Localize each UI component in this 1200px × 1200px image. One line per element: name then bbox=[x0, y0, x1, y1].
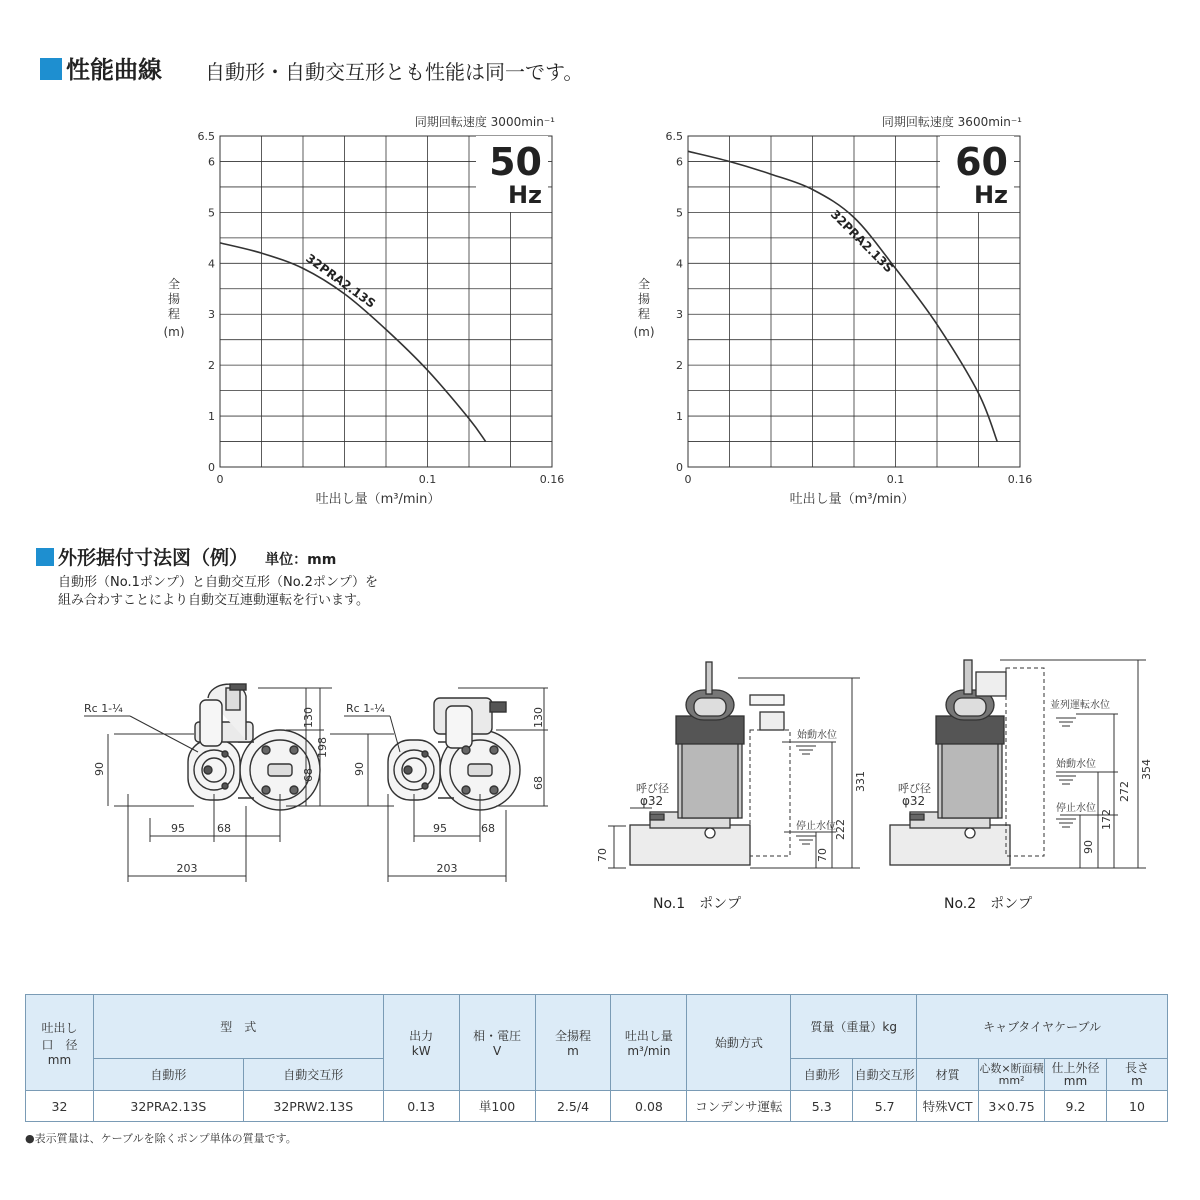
y-tick-label: 4 bbox=[676, 257, 683, 271]
cell-flow: 0.08 bbox=[611, 1091, 687, 1122]
cell-length: 10 bbox=[1106, 1091, 1167, 1122]
header-material: 材質 bbox=[917, 1059, 979, 1091]
dim-130: 130 bbox=[532, 707, 545, 728]
performance-chart-50hz bbox=[150, 105, 590, 510]
header-total-head: 全揚程 m bbox=[535, 995, 611, 1091]
header-mass-auto: 自動形 bbox=[791, 1059, 853, 1091]
stop-level-label: 停止水位 bbox=[796, 821, 836, 832]
ylabel-c3: 程 bbox=[167, 307, 181, 321]
side-view-no2 bbox=[880, 650, 1180, 920]
unit-label: 単位：mm bbox=[265, 552, 337, 568]
ylabel-c4: (m) bbox=[163, 325, 185, 339]
dim-203: 203 bbox=[436, 862, 458, 875]
y-tick-label: 6.5 bbox=[665, 130, 683, 143]
y-tick-label: 5 bbox=[676, 206, 683, 220]
y-tick-label: 1 bbox=[676, 410, 683, 424]
spec-table bbox=[25, 994, 1168, 1122]
dim-70b: 70 bbox=[816, 848, 829, 862]
dim-331: 331 bbox=[854, 771, 867, 792]
description-line-1: 自動形（No.1ポンプ）と自動交互形（No.2ポンプ）を bbox=[58, 575, 378, 590]
dim-172: 172 bbox=[1100, 809, 1113, 830]
y-tick-label: 3 bbox=[676, 308, 683, 322]
dim-68b: 68 bbox=[217, 822, 231, 835]
stop-level-label: 停止水位 bbox=[1056, 803, 1096, 814]
y-tick-label: 2 bbox=[676, 359, 683, 373]
header-start-method: 始動方式 bbox=[687, 995, 791, 1091]
dim-68b: 68 bbox=[481, 822, 495, 835]
dim-68: 68 bbox=[532, 776, 545, 790]
performance-chart-60hz bbox=[618, 105, 1058, 510]
dim-272: 272 bbox=[1118, 781, 1131, 802]
start-level-label: 始動水位 bbox=[797, 730, 837, 741]
y-tick-labels bbox=[198, 130, 216, 474]
header-outer-diameter: 仕上外径 mm bbox=[1045, 1059, 1107, 1091]
y-tick-label: 0 bbox=[676, 461, 683, 474]
header-alt: 自動交互形 bbox=[243, 1059, 383, 1091]
start-level-label: 始動水位 bbox=[1056, 759, 1096, 770]
side-view-no1 bbox=[590, 650, 885, 920]
header-cable: キャブタイヤケーブル bbox=[917, 995, 1168, 1059]
y-tick-labels bbox=[666, 130, 684, 474]
y-tick-label: 1 bbox=[208, 410, 215, 424]
pump1-caption: No.1 ポンプ bbox=[653, 896, 742, 912]
ylabel-c1: 全 bbox=[637, 277, 651, 291]
ylabel-c1: 全 bbox=[167, 277, 181, 291]
dim-rc: Rc 1-¼ bbox=[346, 702, 385, 715]
description-line-2: 組み合わすことにより自動交互連動運転を行います。 bbox=[58, 593, 369, 608]
dim-130: 130 bbox=[302, 707, 315, 728]
cell-head: 2.5/4 bbox=[535, 1091, 611, 1122]
header-outlet: 吐出し 口 径 mm bbox=[26, 995, 94, 1091]
plan-view-no1 bbox=[70, 670, 350, 890]
section-marker-icon bbox=[36, 548, 54, 566]
freq-value: 60 bbox=[955, 140, 1008, 184]
cell-od: 9.2 bbox=[1045, 1091, 1107, 1122]
dim-95: 95 bbox=[433, 822, 447, 835]
plan-view-no2 bbox=[330, 670, 550, 890]
series-label: 32PRA2.13S bbox=[827, 207, 896, 276]
header-flow: 吐出し量 m³/min bbox=[611, 995, 687, 1091]
x-tick-label: 0.1 bbox=[886, 473, 905, 486]
footnote: ●表示質量は、ケーブルを除くポンプ単体の質量です。 bbox=[25, 1132, 297, 1145]
cell-mass-alt: 5.7 bbox=[853, 1091, 917, 1122]
section-marker-icon bbox=[40, 58, 62, 80]
y-tick-label: 2 bbox=[208, 359, 215, 373]
ylabel-c2: 揚 bbox=[167, 292, 181, 306]
dim-198: 198 bbox=[316, 737, 329, 758]
dim-95: 95 bbox=[171, 822, 185, 835]
bore-value: φ32 bbox=[902, 794, 926, 808]
ylabel-c3: 程 bbox=[637, 307, 651, 321]
y-tick-label: 6.5 bbox=[197, 130, 215, 143]
dim-90: 90 bbox=[1082, 840, 1095, 854]
cell-phase: 単100 bbox=[459, 1091, 535, 1122]
x-tick-label: 0 bbox=[684, 473, 692, 486]
x-tick-labels bbox=[685, 473, 1033, 486]
header-cores: 心数×断面積 mm² bbox=[979, 1059, 1045, 1091]
header-mass-alt: 自動交互形 bbox=[853, 1059, 917, 1091]
speed-note: 同期回転速度 3000min⁻¹ bbox=[414, 115, 555, 129]
header-auto: 自動形 bbox=[93, 1059, 243, 1091]
parallel-level-label: 並列運転水位 bbox=[1050, 700, 1110, 711]
dim-222: 222 bbox=[834, 819, 847, 840]
bore-label: 呼び径 bbox=[898, 782, 931, 795]
header-mass: 質量（重量）kg bbox=[791, 995, 917, 1059]
dim-rc: Rc 1-¼ bbox=[84, 702, 123, 715]
ylabel-c2: 揚 bbox=[637, 292, 651, 306]
x-tick-label: 0.1 bbox=[418, 473, 437, 486]
speed-note: 同期回転速度 3600min⁻¹ bbox=[881, 115, 1022, 129]
section-dimension-title: 外形据付寸法図（例） bbox=[36, 547, 248, 569]
freq-value: 50 bbox=[489, 140, 542, 184]
y-tick-label: 6 bbox=[676, 155, 683, 169]
header-length: 長さ m bbox=[1106, 1059, 1167, 1091]
freq-unit: Hz bbox=[973, 181, 1008, 209]
dim-203: 203 bbox=[176, 862, 198, 875]
cell-cores: 3×0.75 bbox=[979, 1091, 1045, 1122]
section-performance-title: 性能曲線 bbox=[40, 50, 162, 85]
series-label: 32PRA2.13S bbox=[303, 251, 379, 311]
x-axis-label: 吐出し量（m³/min） bbox=[789, 492, 915, 507]
x-tick-label: 0 bbox=[216, 473, 224, 486]
y-tick-label: 4 bbox=[208, 257, 215, 271]
pump2-caption: No.2 ポンプ bbox=[944, 896, 1033, 912]
cell-output: 0.13 bbox=[383, 1091, 459, 1122]
cell-start: コンデンサ運転 bbox=[687, 1091, 791, 1122]
y-tick-label: 0 bbox=[208, 461, 215, 474]
x-tick-label: 0.16 bbox=[1007, 473, 1033, 486]
cell-material: 特殊VCT bbox=[917, 1091, 979, 1122]
table-row bbox=[26, 1091, 1168, 1122]
y-tick-label: 5 bbox=[208, 206, 215, 220]
x-tick-labels bbox=[217, 473, 565, 486]
cell-mass-auto: 5.3 bbox=[791, 1091, 853, 1122]
x-tick-label: 0.16 bbox=[539, 473, 565, 486]
y-tick-label: 6 bbox=[208, 155, 215, 169]
header-model: 型 式 bbox=[93, 995, 383, 1059]
x-axis-label: 吐出し量（m³/min） bbox=[315, 492, 441, 507]
section-performance-subtitle: 自動形・自動交互形とも性能は同一です。 bbox=[205, 60, 584, 84]
header-phase-voltage: 相・電圧 V bbox=[459, 995, 535, 1091]
dim-70: 70 bbox=[596, 848, 609, 862]
ylabel-c4: (m) bbox=[633, 325, 655, 339]
cell-outlet: 32 bbox=[26, 1091, 94, 1122]
header-output: 出力 kW bbox=[383, 995, 459, 1091]
dim-90: 90 bbox=[353, 762, 366, 776]
bore-value: φ32 bbox=[640, 794, 664, 808]
dim-90: 90 bbox=[93, 762, 106, 776]
section-dimension-header bbox=[36, 543, 336, 570]
dim-354: 354 bbox=[1140, 759, 1153, 780]
cell-alt-model: 32PRW2.13S bbox=[243, 1091, 383, 1122]
y-tick-label: 3 bbox=[208, 308, 215, 322]
dim-68: 68 bbox=[302, 768, 315, 782]
bore-label: 呼び径 bbox=[636, 782, 669, 795]
freq-unit: Hz bbox=[507, 181, 542, 209]
cell-auto-model: 32PRA2.13S bbox=[93, 1091, 243, 1122]
